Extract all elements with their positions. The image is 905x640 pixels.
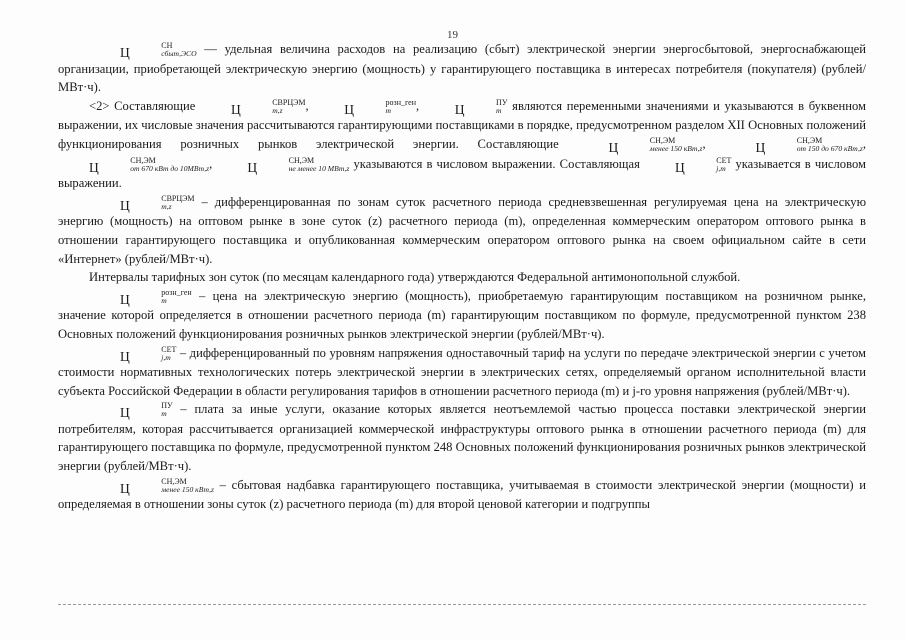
paragraph-p1 [58, 40, 866, 97]
symbol-subscript: менее 150 кВт,z [649, 143, 703, 153]
symbol-superscript: ПУ [161, 401, 173, 411]
symbol-subscript: m,z [272, 105, 283, 115]
paragraph-text: – дифференцированная по зонам суток расчетного периода средневзвешенная регулируемая цена на электрическую энергию (мощность) на оптовом рынке в зоне суток (z) расчетного периода (m), определенная коммерческим оператором оптового рынка в отношении гарантирующего поставщика и опубликованная коммерческим оператором оптового рынка на своем официальном сайте в сети «Интернет» (рублей/МВт·ч). [58, 194, 866, 266]
paragraph-text: Интервалы тарифных зон суток (по месяцам календарного года) утверждаются Федеральной антимонопольной службой. [89, 270, 741, 285]
paragraph-text: указывается в числовом выражении. [58, 156, 866, 191]
price-symbol [578, 137, 703, 155]
paragraph-text: , [209, 156, 217, 171]
symbol-base: Ц [230, 101, 241, 117]
price-symbol [644, 157, 731, 175]
symbol-superscript: розн_ген [385, 97, 416, 107]
symbol-base: Ц [344, 101, 355, 117]
paragraph-text: <2> Составляющие [89, 98, 200, 113]
price-symbol [89, 42, 197, 60]
page-divider [58, 604, 866, 605]
symbol-superscript: СН,ЭМ [288, 155, 315, 165]
symbol-superscript: СВРЦЭМ [272, 97, 306, 107]
price-symbol [89, 289, 192, 307]
paragraph-p5 [58, 287, 866, 344]
symbol-subscript: от 670 кВт до 10МВт,z [130, 163, 210, 173]
paragraph-text: – дифференцированный по уровням напряжения одноставочный тариф на услуги по передаче электрической энергии с учетом стоимости нормативных технологических потерь электрической энергии в электрических сетях, определяемый органом исполнительной власти субъекта Российской Федерации в области регулирования тарифов в отношении расчетного периода (m) и j-го уровня напряжения (рублей/МВт·ч). [58, 345, 866, 398]
price-symbol [313, 99, 416, 117]
paragraph-p8 [58, 476, 866, 514]
symbol-base: Ц [120, 348, 130, 364]
paragraph-p6 [58, 344, 866, 401]
symbol-base: Ц [120, 291, 130, 307]
price-symbol [89, 402, 173, 420]
symbol-superscript: СН,ЭМ [649, 135, 676, 145]
symbol-superscript: СВРЦЭМ [161, 193, 195, 203]
price-symbol [89, 346, 176, 364]
symbol-base: Ц [755, 139, 766, 155]
symbol-superscript: СН,ЭМ [796, 135, 823, 145]
paragraph-text: – цена на электрическую энергию (мощность), приобретаемую гарантирующим поставщиком на розничном рынке, значение которой определяется в отношении расчетного периода (m) гарантирующим поставщиком по формуле, предусмотренной пунктом 238 Основных положений функционирования розничных рынков электрической энергии (рублей/МВт·ч). [58, 288, 866, 341]
document-body [58, 40, 866, 514]
paragraph-text: – сбытовая надбавка гарантирующего поставщика, учитываемая в стоимости электрической энергии (мощности) и определяемая в отношении зоны суток (z) расчетного периода (m) для второй ценовой категории и подгруппы [58, 477, 866, 512]
symbol-base: Ц [89, 159, 99, 175]
paragraph-p2 [58, 97, 866, 193]
symbol-base: Ц [120, 45, 130, 60]
symbol-subscript: j,m [161, 352, 171, 362]
paragraph-text: являются переменными значениями и указываются в буквенном выражении, их числовые значения рассчитываются гарантирующими поставщиками в порядке, предусмотренном разделом XII Основных положений функционирования розничных рынков электрической энергии. Составляющие [58, 98, 866, 151]
price-symbol [89, 195, 195, 213]
paragraph-p3 [58, 193, 866, 268]
paragraph-text: – плата за иные услуги, оказание которых является неотъемлемой частью процесса поставки электрической энергии потребителям, которая рассчитывается организацией коммерческой инфраструктуры оптового рынка в отношении расчетного периода (m) для гарантирующего поставщика по формуле, предусмотренной пунктом 248 Основных положений функционирования розничных рынков электрической энергии (рублей/МВт·ч). [58, 402, 866, 474]
paragraph-p7 [58, 400, 866, 475]
symbol-base: Ц [608, 139, 619, 155]
symbol-superscript: ПУ [496, 97, 508, 107]
symbol-subscript: j,m [716, 163, 726, 173]
symbol-base: Ц [120, 480, 130, 496]
paragraph-text: , [702, 136, 725, 151]
price-symbol [216, 157, 349, 175]
symbol-subscript: от 150 до 670 кВт,z [796, 143, 863, 153]
symbol-superscript: СН,ЭМ [130, 155, 156, 165]
paragraph-text: , [862, 136, 866, 151]
price-symbol [724, 137, 862, 155]
symbol-base: Ц [454, 101, 465, 117]
symbol-superscript: розн_ген [161, 287, 192, 297]
paragraph-text: — удельная величина расходов на реализацию (сбыт) электрической энергии энергосбытовой, энергоснабжающей организации, приобретающей электрическую энергию (мощность) у гарантирующего поставщика в интересах потребителя (покупателя) (рублей/МВт·ч). [58, 42, 866, 95]
price-symbol [89, 478, 214, 496]
symbol-subscript: не менее 10 МВт,z [288, 163, 350, 173]
symbol-subscript: m [161, 409, 167, 419]
symbol-base: Ц [674, 159, 685, 175]
symbol-subscript: m [496, 105, 502, 115]
price-symbol [200, 99, 306, 117]
price-symbol [424, 99, 508, 117]
symbol-subscript: менее 150 кВт,z [161, 484, 214, 494]
symbol-subscript: сбыт,ЭСО [161, 49, 197, 58]
paragraph-text: , [305, 98, 314, 113]
paragraph-text: указываются в числовом выражении. Составляющая [349, 156, 644, 171]
symbol-base: Ц [247, 159, 258, 175]
price-symbol [58, 157, 209, 175]
paragraph-p4 [58, 268, 866, 287]
symbol-superscript: СН,ЭМ [161, 476, 187, 486]
symbol-subscript: m [161, 295, 167, 305]
symbol-superscript: СН [161, 41, 173, 50]
symbol-base: Ц [120, 405, 130, 421]
symbol-superscript: СЕТ [161, 344, 177, 354]
symbol-superscript: СЕТ [716, 155, 732, 165]
symbol-subscript: m,z [161, 201, 172, 211]
symbol-base: Ц [120, 197, 130, 213]
paragraph-text: , [416, 98, 424, 113]
symbol-subscript: m [385, 105, 392, 115]
page-number: 19 [447, 29, 458, 41]
